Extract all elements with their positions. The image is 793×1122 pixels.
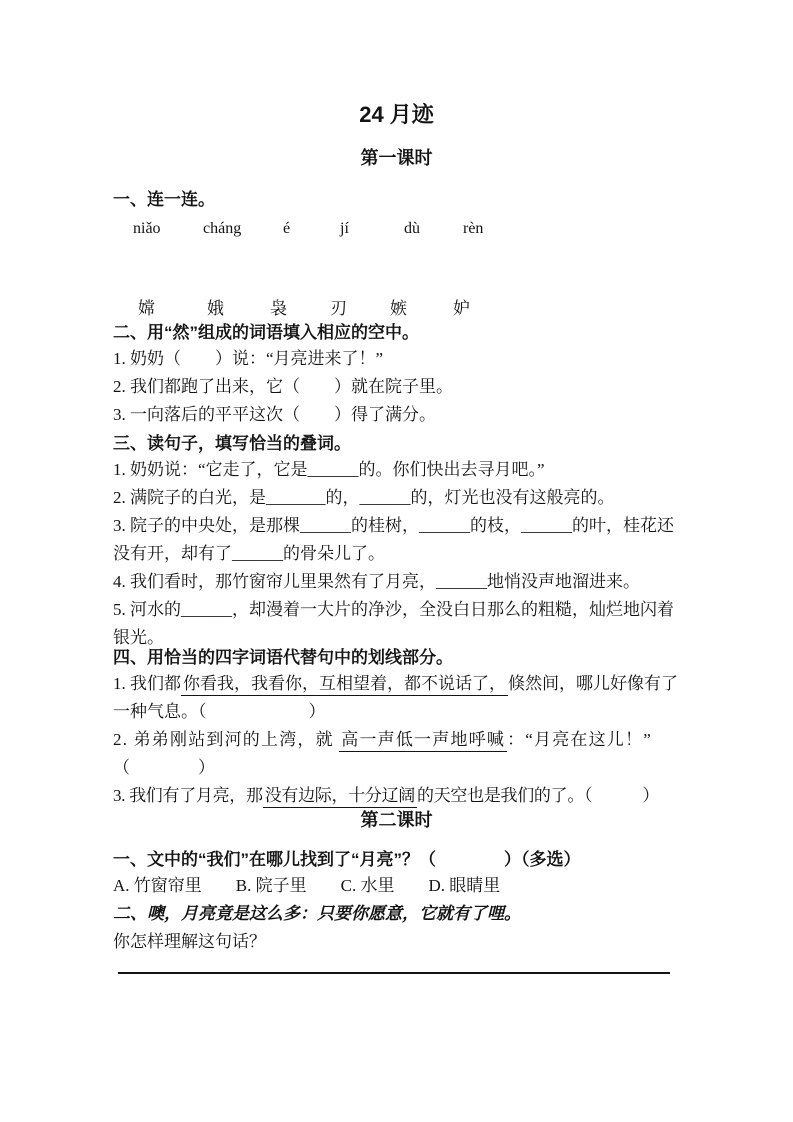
- s1-q4-item-2-underlined: 高一声低一声地呼喊: [339, 730, 507, 752]
- s1-q4-item-1-underlined: 你看我，我看你，互相望着，都不说话了，: [181, 674, 508, 696]
- hanzi-row: [113, 294, 680, 316]
- s1-q2-item-1: 1. 奶奶（ ）说：“月亮进来了！”: [113, 349, 384, 368]
- s1-q4-item-2-post: ：“月亮在这儿！”: [507, 730, 652, 749]
- s1-q3-item-5: 5. 河水的______，却漫着一大片的净沙，全没白日那么的粗糙，灿烂地闪着银光。: [113, 600, 674, 647]
- hanzi-niao2: 袅: [270, 299, 287, 318]
- s2-q2-prompt: 你怎样理解这句话？: [113, 932, 266, 951]
- session2-title: 第二课时: [360, 810, 433, 830]
- pinyin-niao: niǎo: [133, 220, 161, 237]
- s1-q4-item-1-post: 倏然间，哪儿好像有了一种气息。（ ）: [113, 674, 678, 721]
- page-title: 24 月迹: [359, 102, 434, 127]
- hanzi-du2: 妒: [453, 299, 470, 318]
- pinyin-row: [113, 220, 680, 240]
- s1-q1-heading: 一、连一连。: [113, 190, 215, 209]
- s1-q3-item-4: 4. 我们看时，那竹窗帘儿里果然有了月亮，______地悄没声地溜进来。: [113, 572, 640, 591]
- s1-q3-heading: 三、读句子，填写恰当的叠词。: [113, 434, 351, 453]
- s1-q4-item-3-pre: 3. 我们有了月亮，那: [113, 786, 263, 805]
- pinyin-ren: rèn: [463, 220, 484, 237]
- pinyin-du: dù: [404, 220, 420, 237]
- pinyin-chang: cháng: [203, 220, 242, 237]
- pinyin-e: é: [283, 220, 291, 237]
- page-content: [113, 0, 680, 974]
- s1-q4-item-2-paren: （ ）: [113, 758, 215, 777]
- s2-q1-heading: 一、文中的“我们”在哪儿找到了“月亮”？（ ）（多选）: [113, 850, 581, 869]
- session1-title: 第一课时: [360, 148, 433, 168]
- s1-q2-item-3: 3. 一向落后的平平这次（ ）得了满分。: [113, 405, 436, 424]
- s1-q4-item-1-pre: 1. 我们都: [113, 674, 181, 693]
- s2-q1-options: A. 竹窗帘里 B. 院子里 C. 水里 D. 眼睛里: [113, 876, 501, 895]
- s1-q4-item-3-underlined: 没有边际，十分辽阔: [263, 786, 417, 808]
- hanzi-ji2: 嫉: [390, 299, 407, 318]
- s1-q4-item-2-pre: 2. 弟弟刚站到河的上湾，就: [113, 730, 340, 749]
- s1-q3-item-2: 2. 满院子的白光，是_______的，______的，灯光也没有这般亮的。: [113, 488, 615, 507]
- answer-line: [118, 972, 670, 974]
- hanzi-chang2: 嫦: [138, 299, 155, 318]
- s1-q3-item-3: 3. 院子的中央处，是那棵______的桂树，______的枝，______的叶，桂花还没有开，却有了______的骨朵儿了。: [113, 516, 674, 563]
- s1-q2-item-2: 2. 我们都跑了出来，它（ ）就在院子里。: [113, 377, 453, 396]
- s1-q4-heading: 四、用恰当的四字词语代替句中的划线部分。: [113, 648, 453, 667]
- s1-q2-heading: 二、用“然”组成的词语填入相应的空中。: [113, 323, 419, 342]
- s1-q4-item-2: [113, 726, 680, 754]
- s1-q4-item-1: [113, 670, 680, 726]
- s1-q4-item-3-post: 的天空也是我们的了。（ ）: [417, 786, 660, 805]
- hanzi-ren2: 刃: [330, 299, 347, 318]
- s1-q3-item-1: 1. 奶奶说：“它走了，它是______的。你们快出去寻月吧。”: [113, 460, 545, 479]
- matching-area: [113, 240, 680, 294]
- s2-q2-heading: 二、噢，月亮竟是这么多：只要你愿意，它就有了哩。: [113, 904, 521, 923]
- pinyin-ji: jí: [340, 220, 349, 237]
- s1-q4-item-3: [113, 782, 680, 810]
- hanzi-e2: 娥: [207, 299, 224, 318]
